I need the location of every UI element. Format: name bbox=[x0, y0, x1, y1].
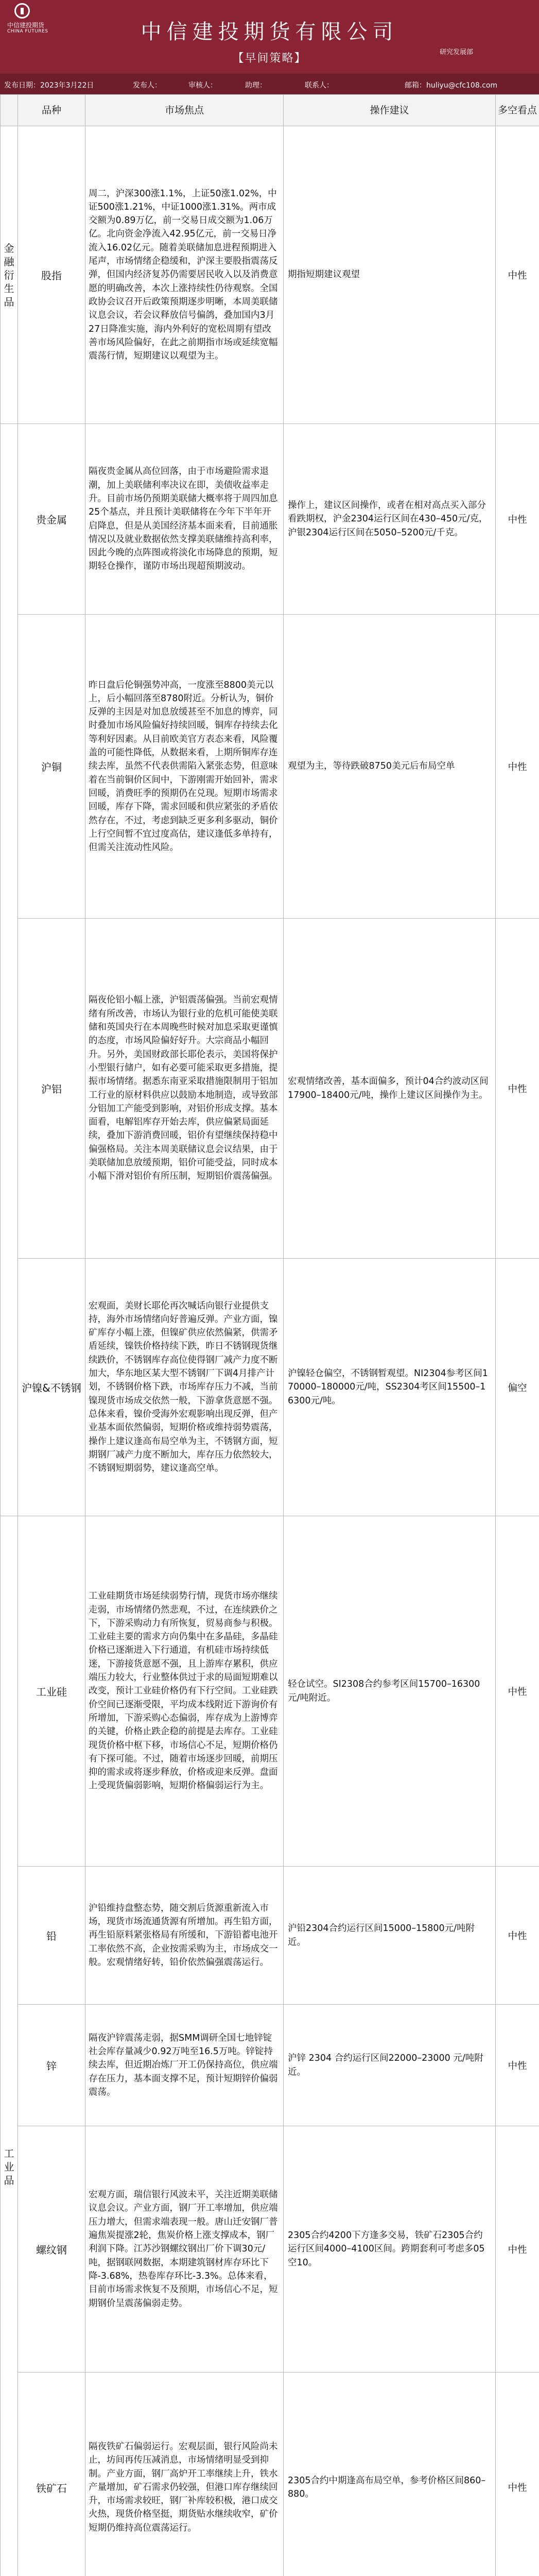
advice-cell: 宏观情绪改善，基本面偏多，预计04合约波动区间17900–18400元/吨，操作上建议区间操作为主。 bbox=[284, 919, 496, 1259]
view-cell: 中性 bbox=[496, 2126, 539, 2372]
logo-english: CHINA FUTURES bbox=[7, 29, 48, 34]
reviewer: 审核人： bbox=[188, 81, 217, 90]
table-row bbox=[1, 919, 539, 1259]
market-focus-cell: 隔夜伦铝小幅上涨，沪铝震荡偏强。当前宏观情绪有所改善，市场认为银行业的危机可能使美联储和英国央行在本周晚些时候对加息采取更谨慎的态度，市场风险偏好好升。大宗商品小幅回升。另外，美国财政部长耶伦表示，美国将保护小型银行储户，如有必要可能采取更多措施，提振市场情绪。据悉东南亚采取措施限制用于铝加工行业的原材料供应以鼓励本地制造，或导致部分铝加工产能受到影响，对铝价形成支撑。基本面看，电解铝库存开始去库，供应偏紧局面延续，叠加下游消费回暖，铝价有望继续保持稳中偏强格局。关注本周美联储议息会议结果，由于美联储加息放缓预期，铝价可能受益，同时成本小幅下滑对铝价有所压制，短期铝价震荡偏强。 bbox=[85, 919, 284, 1259]
column-header: 操作建议 bbox=[284, 95, 496, 126]
variety-cell: 铅 bbox=[18, 1867, 85, 2005]
table-row bbox=[1, 1867, 539, 2005]
variety-cell: 沪铜 bbox=[18, 615, 85, 919]
column-header: 多空看点 bbox=[496, 95, 539, 126]
variety-cell: 沪镍&不锈钢 bbox=[18, 1259, 85, 1516]
advice-cell: 沪锌 2304 合约运行区间22000–23000 元/吨附近。 bbox=[284, 2005, 496, 2126]
issue-date: 发布日期：2023年3月22日 bbox=[4, 81, 94, 90]
variety-cell: 股指 bbox=[18, 126, 85, 424]
logo-text: 中信建投期货 bbox=[7, 22, 45, 29]
view-cell: 中性 bbox=[496, 424, 539, 615]
table-row bbox=[1, 2126, 539, 2372]
view-cell: 中性 bbox=[496, 1867, 539, 2005]
advice-cell: 期指短期建议观望 bbox=[284, 126, 496, 424]
company-name: 中信建投期货有限公司 bbox=[141, 20, 398, 44]
editor: 助理： bbox=[245, 81, 267, 90]
variety-cell: 沪铝 bbox=[18, 919, 85, 1259]
view-cell: 中性 bbox=[496, 1516, 539, 1867]
view-cell: 中性 bbox=[496, 919, 539, 1259]
column-header: 品种 bbox=[18, 95, 85, 126]
column-header bbox=[1, 95, 18, 126]
advice-cell: 轻仓试空。SI2308合约参考区间15700–16300元/吨附近。 bbox=[284, 1516, 496, 1867]
view-cell: 中性 bbox=[496, 126, 539, 424]
category-cell: 金融衍生品 bbox=[1, 126, 18, 424]
market-focus-cell: 周二，沪深300涨1.1%，上证50涨1.02%，中证500涨1.21%，中证1000涨1.31%。两市成交额为0.89万亿，前一交易日成交额为1.06万亿。北向资金净流入42.95亿元，前一交易日净流入16.02亿元。随着美联储加息进程预期进入尾声，市场情绪企稳缓和，沪深主要股指震荡反弹，但国内经济复苏仍需要居民收入以及消费意愿的明确改善，本次上涨持续性仍待观察。全国政协会议召开后政策预期逐步明晰，本周美联储议息会议，若会议释放信号偏鸽，叠加国内3月27日降准实施，海内外利好的宽松周期有望改善市场风险偏好，在此之前期指市场或延续宽幅震荡行情，短期建议以观望为主。 bbox=[85, 126, 284, 424]
table-row bbox=[1, 615, 539, 919]
publisher: 发布人： bbox=[133, 81, 162, 90]
market-focus-cell: 隔夜沪锌震荡走弱，据SMM调研全国七地锌锭社会库存量减少0.92万吨至16.5万吨。锌锭持续去库，但近期冶炼厂开工仍保持高位，供应端存在压力，基本面支撑不足，预计短期锌价偏弱震荡。 bbox=[85, 2005, 284, 2126]
variety-cell: 螺纹钢 bbox=[18, 2126, 85, 2372]
category-cell: 工业品 bbox=[1, 1516, 18, 2576]
table-row bbox=[1, 2005, 539, 2126]
contact: 联系人： bbox=[305, 81, 334, 90]
advice-cell: 沪镍轻仓偏空，不锈钢暂观望。NI2304参考区间170000–180000元/吨，SS2304考区间15500–16300元/吨。 bbox=[284, 1259, 496, 1516]
view-cell: 偏空 bbox=[496, 1259, 539, 1516]
market-focus-cell: 昨日盘后伦铜强势冲高，一度涨至8800美元以上，后小幅回落至8780附近。分析认为，铜价反弹的主因是对加息放缓甚至不加息的博弈，同时叠加市场风险偏好持续回暖，铜库存持续去化等利好因素。从目前欧美官方表态来看，风险覆盖的可能性降低，从数据来看，上期所铜库存连续去库，虽然不代表供需陷入紧张态势，但意味着在当前铜价区间中，下游刚需开始回补，需求回暖，消费旺季的预期仍在兑现。短期市场需求回暖，库存下降，需求回暖和供应紧张的矛盾依然存在，不过，考虑到缺乏更多利多驱动，铜价上行空间暂不宜过度高估，建议逢低多单持有，但需关注流动性风险。 bbox=[85, 615, 284, 919]
table-row bbox=[1, 424, 539, 615]
department-tag: 研究发展部 bbox=[439, 48, 473, 56]
meta-bar bbox=[0, 74, 539, 94]
view-cell: 中性 bbox=[496, 615, 539, 919]
table-row bbox=[1, 2372, 539, 2576]
category-cell bbox=[1, 424, 18, 1516]
market-focus-cell: 沪铅维持盘整态势，随交割后货源重新流入市场，现货市场流通货源有所增加。再生铅方面，再生铅原料紧张格局有所缓和，下游铅蓄电池开工率依然不高，企业按需采购为主，市场成交一般。宏观情绪好转，铅价依然偏强震荡运行。 bbox=[85, 1867, 284, 2005]
table-row bbox=[1, 1259, 539, 1516]
advice-cell: 观望为主，等待跌破8750美元后布局空单 bbox=[284, 615, 496, 919]
contact-email: 邮箱：huliyu@cfc108.com bbox=[405, 81, 498, 90]
table-header-row bbox=[1, 95, 539, 126]
view-cell: 中性 bbox=[496, 2372, 539, 2576]
advice-cell: 2305合约中期逢高布局空单，参考价格区间860–880。 bbox=[284, 2372, 496, 2576]
market-focus-cell: 宏观方面，瑞信银行风波未平，关注近期美联储议息会议。产业方面，钢厂开工率增加，供应端压力增大，但需求端表现一般。唐山迁安钢厂普遍焦炭提涨2轮，焦炭价格上涨支撑成本，钢厂利润下降。江苏沙钢螺纹钢出厂价下调30元/吨，据钢联网数据，本期建筑钢材库存环比下降-3.68%，热卷库存环比-3.3%。总体来看，目前市场需求恢复不及预期，市场信心不足，短期钢价呈震荡偏弱走势。 bbox=[85, 2126, 284, 2372]
variety-cell: 锌 bbox=[18, 2005, 85, 2126]
variety-cell: 工业硅 bbox=[18, 1516, 85, 1867]
advice-cell: 操作上，建议区间操作，或者在相对高点买入部分看跌期权，沪金2304运行区间在430–450元/克，沪银2304运行区间在5050–5200元/千克。 bbox=[284, 424, 496, 615]
variety-cell: 贵金属 bbox=[18, 424, 85, 615]
view-cell: 中性 bbox=[496, 2005, 539, 2126]
report-type: 【早间策略】 bbox=[232, 52, 307, 65]
variety-cell: 铁矿石 bbox=[18, 2372, 85, 2576]
table-row bbox=[1, 1516, 539, 1867]
market-focus-cell: 隔夜贵金属从高位回落，由于市场避险需求退潮，加上美联储利率决议在即，美债收益率走升。目前市场仍预期美联储大概率将于周四加息25个基点，并且预计美联储将在今年下半年开启降息，但是从美国经济基本面来看，目前通胀情况以及就业数据依然支撑美联储维持高利率，因此今晚的点阵图或将淡化市场降息的预期，短期轻仓操作，谨防市场出现超预期波动。 bbox=[85, 424, 284, 615]
market-focus-cell: 宏观面，美财长耶伦再次喊话向银行业提供支持，海外市场情绪向好普遍反弹。产业方面，镍矿库存小幅上涨，但镍矿供应依然偏紧，供需矛盾延续，镍铁价格持续下跌，昨日不锈钢现货继续跌价，不锈钢库存高位使得钢厂减产力度不断加大，华东地区某大型不锈钢厂下调4月排产计划，不锈钢价格下跌，市场库存压力不减，当前镍现货市场成交依然一般，下游拿货意愿不强。总体来看，镍价受海外宏观影响出现反弹，但产业基本面依然偏弱，短期价格或维持弱势震荡，操作上建议逢高布局空单为主，不锈钢方面，短期钢厂减产力度不断加大，库存压力依然较大，不锈钢短期弱势，建议逢高空单。 bbox=[85, 1259, 284, 1516]
market-focus-cell: 隔夜铁矿石偏弱运行。宏观层面，银行风险尚未止，坊间再传压减消息，市场情绪明显受到抑制。产业方面，钢厂高炉开工率继续上升，铁水产量增加，矿石需求仍较强，但港口库存继续回升，市场需求较旺，钢厂补库较积极，港口成交火热，现货价格坚挺，期货贴水继续收窄，矿价短期仍维持高位震荡运行。 bbox=[85, 2372, 284, 2576]
advice-cell: 沪铅2304合约运行区间15000–15800元/吨附近。 bbox=[284, 1867, 496, 2005]
market-focus-cell: 工业硅期货市场延续弱势行情，现货市场亦继续走弱，市场情绪仍然悲观，不过，在连续跌价之下，下游采购动力有所恢复，贸易商参与积极。工业硅主要的需求方向仍集中在多晶硅，多晶硅价格已逐渐进入下行通道，有机硅市场持续低迷，下游接货意愿不强，且上游库存累积，供应端压力较大，行业整体供过于求的局面短期难以改变，预计工业硅价格仍有下行空间。工业硅跌价空间已逐渐受限，平均成本线附近下游询价有所增加，下游采购心态偏弱，库存成为上游博弈的关键，价格止跌企稳的前提是去库存。工业硅现货价格中枢下移，市场信心不足，短期价格仍有下探可能。不过，随着市场逐步回暖，前期压抑的需求或将逐步释放，价格或迎来反弹。盘面上受现货偏弱影响，短期价格偏弱运行为主。 bbox=[85, 1516, 284, 1867]
advice-cell: 2305合约4200下方逢多交易，铁矿石2305合约运行区间4000–4100区间。跨期套利可考虑多05空10。 bbox=[284, 2126, 496, 2372]
column-header: 市场焦点 bbox=[85, 95, 284, 126]
strategy-table bbox=[0, 94, 539, 2576]
table-row bbox=[1, 126, 539, 424]
report-header bbox=[0, 0, 539, 74]
